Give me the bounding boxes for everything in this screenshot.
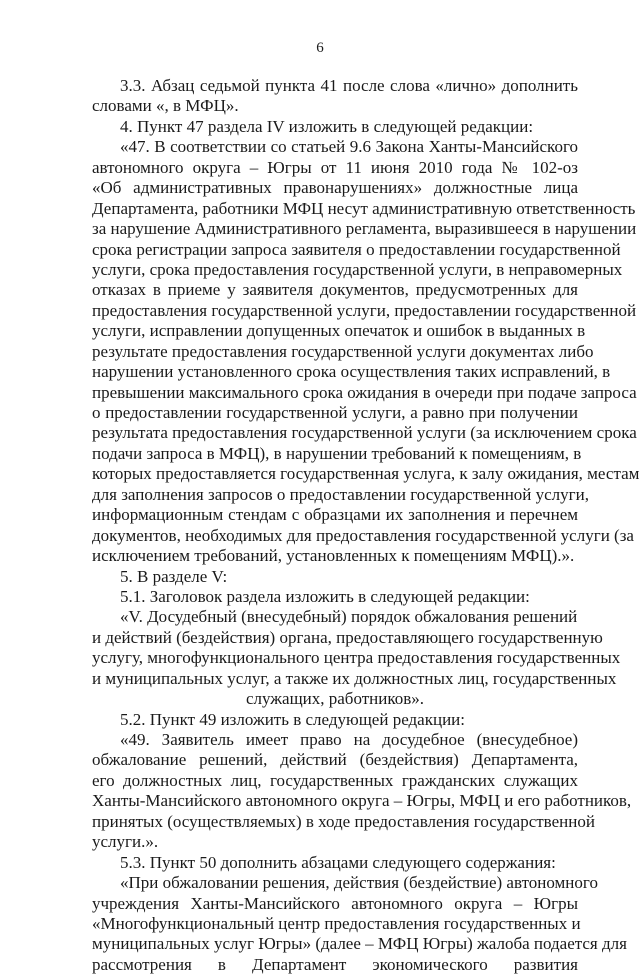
text-line: муниципальных услуг Югры» (далее – МФЦ Югры) жалоба подается для bbox=[92, 934, 627, 954]
text-line: предоставления государственной услуги, предоставлении государственной bbox=[92, 300, 637, 320]
text-line: результате предоставления государственной услуги документах либо bbox=[92, 341, 594, 361]
text-line: за нарушение Административного регламента, выразившееся в нарушении bbox=[92, 219, 637, 239]
text-line: 5.2. Пункт 49 изложить в следующей редакции: bbox=[120, 709, 465, 729]
document-body bbox=[92, 76, 640, 975]
text-line: «49. Заявитель имеет право на досудебное (внесудебное) bbox=[120, 730, 578, 749]
text-line: нарушении установленного срока осуществления таких исправлений, в bbox=[92, 362, 611, 382]
text-line: «47. В соответствии со статьей 9.6 Закона Ханты-Мансийского bbox=[120, 137, 578, 157]
text-line: отказах в приеме у заявителя документов, предусмотренных для bbox=[92, 280, 578, 300]
text-line: и муниципальных услуг, а также их должностных лиц, государственных bbox=[92, 668, 617, 688]
text-line: и действий (бездействия) органа, предоставляющего государственную bbox=[92, 627, 603, 647]
text-line: исключением требований, установленных к помещениям МФЦ).». bbox=[92, 546, 575, 566]
text-line: 3.3. Абзац седьмой пункта 41 после слова «лично» дополнить bbox=[120, 76, 578, 95]
text-line: «При обжаловании решения, действия (бездействие) автономного bbox=[120, 873, 598, 893]
text-line: «Об административных правонарушениях» должностные лица bbox=[92, 178, 578, 198]
text-line: 5. В разделе V: bbox=[120, 566, 228, 586]
text-line: услугу, многофункционального центра предоставления государственных bbox=[92, 648, 621, 668]
text-line: документов, необходимых для предоставления государственной услуги (за bbox=[92, 525, 634, 545]
text-line: 5.3. Пункт 50 дополнить абзацами следующего содержания: bbox=[120, 852, 556, 872]
text-line: автономного округа – Югры от 11 июня 2010 года № 102-оз bbox=[92, 157, 578, 177]
text-line: 4. Пункт 47 раздела IV изложить в следующей редакции: bbox=[120, 116, 534, 136]
text-line: для заполнения запросов о предоставлении государственной услуги, bbox=[92, 484, 589, 504]
text-line: «V. Досудебный (внесудебный) порядок обжалования решений bbox=[120, 607, 578, 627]
text-line: 5.1. Заголовок раздела изложить в следующей редакции: bbox=[120, 586, 530, 606]
text-line: услуги, исправлении допущенных опечаток и ошибок в выданных в bbox=[92, 321, 586, 341]
text-line: которых предоставляется государственная услуга, к залу ожидания, местам bbox=[92, 464, 640, 484]
text-line: результата предоставления государственной услуги (за исключением срока bbox=[92, 423, 637, 443]
text-line: превышении максимального срока ожидания в очереди при подаче запроса bbox=[92, 382, 637, 402]
text-line: услуги, срока предоставления государственной услуги, в неправомерных bbox=[92, 259, 623, 279]
text-line: срока регистрации запроса заявителя о предоставлении государственной bbox=[92, 239, 621, 259]
text-line: принятых (осуществляемых) в ходе предоставления государственной bbox=[92, 811, 595, 831]
text-line: словами «, в МФЦ». bbox=[92, 96, 239, 116]
text-line: информационным стендам с образцами их заполнения и перечнем bbox=[92, 505, 578, 525]
text-line: его должностных лиц, государственных гражданских служащих bbox=[92, 770, 578, 790]
text-line: рассмотрения в Департамент экономического развития bbox=[92, 954, 578, 974]
text-line: о предоставлении государственной услуги, а равно при получении bbox=[92, 403, 578, 422]
text-line: Ханты-Мансийского автономного округа – Югры, МФЦ и его работников, bbox=[92, 791, 632, 811]
text-line: Департамента, работники МФЦ несут административную ответственность bbox=[92, 198, 636, 218]
text-line: учреждения Ханты-Мансийского автономного округа – Югры bbox=[92, 893, 578, 913]
text-line: служащих, работников». bbox=[245, 689, 425, 709]
text-line: «Многофункциональный центр предоставления государственных и bbox=[92, 913, 581, 933]
text-line: обжалование решений, действий (бездействия) Департамента, bbox=[92, 750, 578, 770]
text-line: услуги.». bbox=[92, 832, 159, 852]
text-line: подачи запроса в МФЦ), в нарушении требований к помещениям, в bbox=[92, 443, 582, 463]
page-number: 6 bbox=[316, 40, 324, 56]
